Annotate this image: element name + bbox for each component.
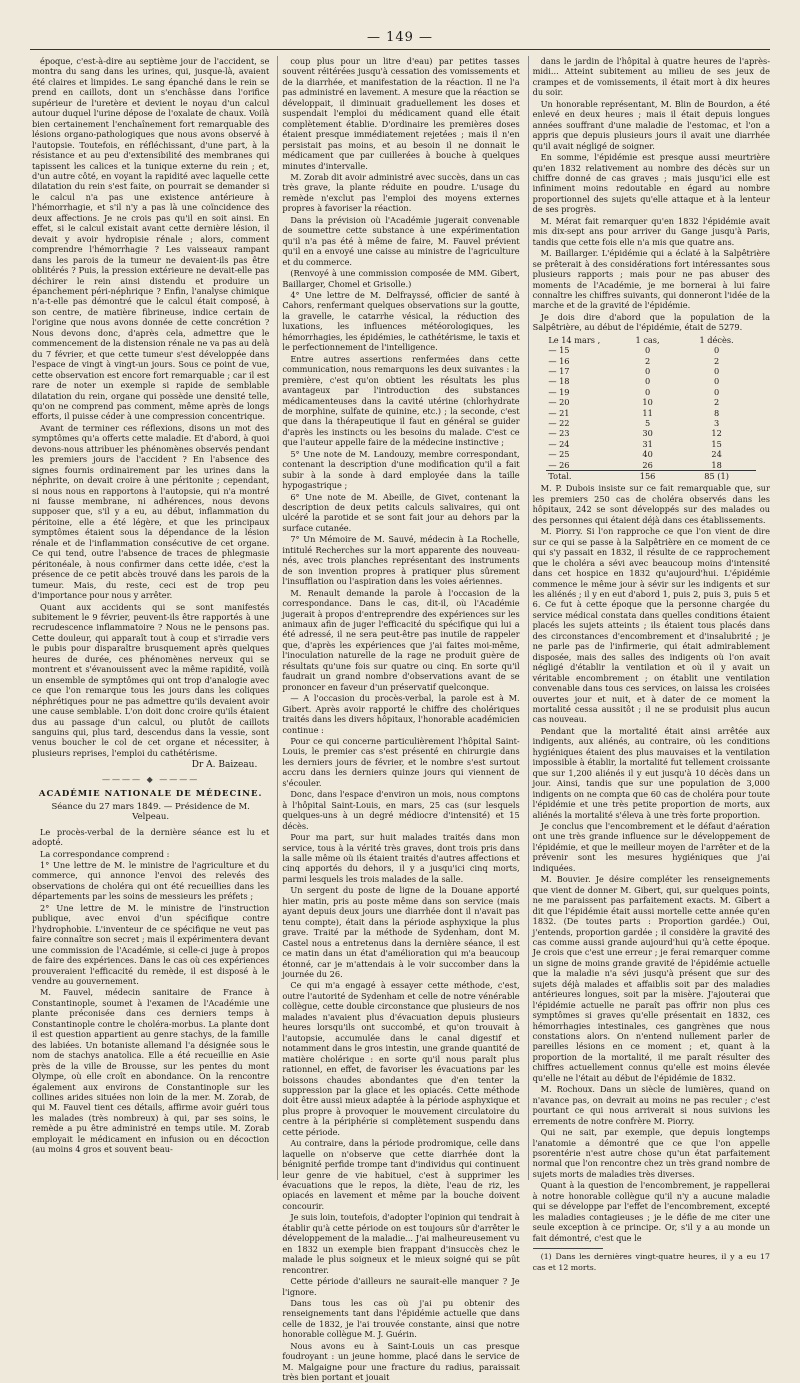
paragraph: Dans la prévision où l'Académie jugerait convenable de soumettre cette substance à une expérimentation qu'il n'a pas été à même de faire, M. Fauvel prévient qu'il en a envoyé une caisse au ministre de l'agriculture et du commerce.	[282, 214, 520, 267]
paragraph: Entre autres assertions renfermées dans cette communication, nous remarquons les deux suivantes : la première, c'est qu'on obtient les résultats les plus avantageux par l'introduction des substances médicamenteuses dans la cavité utérine (chlorhydrate de morphine, sulfate de quinine, etc.) ; la seconde, c'est que dans la thérapeutique il faut en général se guider d'après les instincts ou les besoins du malade. C'est ce que l'auteur appelle faire de la médecine instinctive ;	[282, 353, 520, 448]
table-body	[546, 345, 756, 470]
paragraph: (Renvoyé à une commission composée de MM. Gibert, Baillarger, Chomel et Grisolle.)	[282, 268, 520, 289]
table-total-row	[546, 471, 756, 482]
paragraph: M. Baillarger. L'épidémie qui a éclaté à la Salpêtrière se prêterait à des considérations fort intéressantes sous plusieurs rapports ; mais pour ne pas abuser des moments de l'Académie, je me bornerai à lui faire connaître les chiffres suivants, qui donneront l'idée de la marche et de la gravité de l'épidémie.	[532, 248, 770, 311]
table-cell: 0	[713, 366, 720, 376]
table-cell: 24	[711, 449, 722, 460]
paragraph: Quant à la question de l'encombrement, je rappellerai à notre honorable collègue qu'il n'y a aucune maladie qui se développe par l'effet de l'encombrement, excepté les maladies contagieuses ; je le défie de me citer une seule exception à ce principe. Or, s'il y a au monde un fait démontré, c'est que le	[532, 1180, 770, 1243]
paragraph: M. P. Dubois insiste sur ce fait remarquable que, sur les premiers 250 cas de choléra observés dans les hôpitaux, 242 se sont développés sur des malades ou des personnes qui étaient déjà dans ces établissements.	[532, 483, 770, 525]
table-cell: — 21	[548, 407, 570, 418]
table-cell: 12	[711, 428, 722, 439]
paragraph: Avant de terminer ces réflexions, disons un mot des symptômes qu'a offerts cette maladie. Et d'abord, à quoi devons-nous attribuer les phénomènes observés pendant les premiers jours de l'accident ? En l'absence des signes fournis ordinairement par les urines dans la néphrite, on devait croire à une péritonite ; cependant, si nous nous en rapportons à l'autopsie, qui n'a montré ni fausse membrane, ni adhérences, nous devons supposer que, s'il y a eu, au début, inflammation du péritoine, elle a été légère, et que les principaux symptômes étaient sous la dépendance de la lésion rénale et de l'inflammation consécutive de cet organe. Ce qui tend, outre l'absence de traces de phlegmasie péritonéale, à nous confirmer dans cette idée, c'est la présence de ce petit abcès trouvé dans les parois de la tumeur. Mais, du reste, ceci est de trop peu d'importance pour nous y arrêter.	[32, 422, 270, 601]
table-cell: — 25	[548, 449, 570, 460]
table-total-cell: 156	[618, 471, 677, 482]
paragraph: Dans tous les cas où j'ai pu obtenir des renseignements tant dans l'épidémie actuelle que dans celle de 1832, je l'ai trouvée constante, ainsi que notre honorable collègue M. J. Guérin.	[282, 1298, 520, 1340]
table-cell: 40	[642, 449, 653, 460]
paragraph: Un honorable représentant, M. Blin de Bourdon, a été enlevé en deux heures ; mais il était depuis longues années souffrant d'une maladie de l'estomac, et l'on a appris que depuis plusieurs jours il avait une diarrhée qu'il avait négligé de soigner.	[532, 98, 770, 151]
paragraph: époque, c'est-à-dire au septième jour de l'accident, se montra du sang dans les urines, qui, jusque-là, avaient été claires et limpides. Le sang épanché dans le rein se prend en caillots, dont un s'enchâsse dans l'orifice supérieur de l'uretère et devient le noyau d'un calcul autour duquel l'urine dépose de l'oxalate de chaux. Voilà bien certainement l'enchaînement fort remarquable des lésions organo-pathologiques que nous avons observé à l'autopsie. Toutefois, en réfléchissant, d'une part, à la résistance et au peu d'extensibilité des membranes qui tapissent les calices et la tunique externe du rein ; et, d'un autre côté, en voyant la rapidité avec laquelle cette dilatation du rein s'est faite, on pourrait se demander si le calcul n'a pas une existence antérieure à l'hémorrhagie, et s'il n'y a pas là une coïncidence des deux affections. Je ne crois pas qu'il en soit ainsi. En effet, si le calcul existait avant cette dernière lésion, il devait y avoir hydropisie rénale ; alors, comment comprendre l'hémorrhagie ? Les vaisseaux rampant dans les parois de la tumeur ne devaient-ils pas être oblitérés ? Puis, la pression extérieure ne devait-elle pas déchirer le rein ainsi distendu et produire un épanchement péri-néphrique ? Enfin, l'analyse chimique n'a-t-elle pas démontré que le calcul était composé, à son centre, de matière fibrineuse, indice certain de l'origine que nous avons donnée de cette concrétion ? Nous devons donc, d'après cela, admettre que le commencement de la distension rénale ne va pas au delà du 7 février, et que cette tumeur s'est développée dans l'espace de vingt à vingt-un jours. Sous ce point de vue, cette observation est encore fort remarquable ; car il est rare de noter un exemple si rapide de semblable dilatation du rein, organe qui possède une densité telle, qu'on ne comprend pas comment, même après de longs efforts, il puisse céder à une compression concentrique.	[32, 56, 270, 422]
paragraph: Un sergent du poste de ligne de la Douane apporté hier matin, pris au poste même dans son service (mais ayant depuis deux jours une diarrhée dont il n'avait pas tenu compte), était dans la période asphyxique la plus grave. Traité par la méthode de Sydenham, dont M. Castel nous a entretenus dans la dernière séance, il est ce matin dans un état d'amélioration qui m'a beaucoup étonné, car je m'attendais à le voir succomber dans la journée du 26.	[282, 885, 520, 979]
paragraph: 6° Une note de M. Abeille, de Givet, contenant la description de deux petits calculs salivaires, qui ont ulcéré la parotide et se sont fait jour au dehors par la surface cutanée.	[282, 491, 520, 533]
table-row	[546, 418, 756, 428]
table-cell: — 26	[548, 459, 570, 470]
table-cell: 8	[713, 407, 720, 418]
paragraph: 2° Une lettre de M. le ministre de l'instruction publique, avec envoi d'un spécifique contre l'hydrophobie. L'inventeur de ce spécifique ne veut pas faire connaître son secret ; mais il expérimentera devant une commission de l'Académie, si celle-ci juge à propos de faire des expériences. Dans le cas où ces expériences prouveraient l'efficacité du remède, il est disposé à le vendre au gouvernement.	[32, 902, 270, 986]
paragraph: M. Bouvier. Je désire compléter les renseignements que vient de donner M. Gibert, qui, sur quelques points, ne me paraissent pas parfaitement exacts. M. Gibert a dit que l'épidémie était aussi mortelle cette année qu'en 1832. (De toutes parts : Proportion gardée.) Oui, j'entends, proportion gardée ; il considère la gravité des cas comme aussi grande aujourd'hui qu'à cette époque. Je crois que c'est une erreur ; je ferai remarquer comme un signe de moins grande gravité de l'épidémie actuelle que la maladie n'a sévi jusqu'à présent que sur des sujets déjà malades et affaiblis soit par des maladies antérieures longues, soit par la misère. J'ajouterai que l'épidémie actuelle ne paraît pas offrir non plus ces symptômes si graves qu'elle présentait en 1832, ces hémorrhagies intestinales, ces gangrènes que nous constations alors. On n'entend nullement parler de pareilles lésions en ce moment ; et, quant à la proportion de la mortalité, il me paraît résulter des chiffres actuellement connus qu'elle est moins élevée qu'elle ne l'était au début de l'épidémie de 1832.	[532, 874, 770, 1083]
paragraph: 4° Une lettre de M. Delfrayssé, officier de santé à Cahors, renfermant quelques observations sur la goutte, la gravelle, le catarrhe vésical, la réduction des luxations, les influences météorologiques, les hémorrhagies, les épidémies, le cathétérisme, le taxis et le perfectionnement de l'intelligence.	[282, 289, 520, 353]
paragraph: Cette période d'ailleurs ne saurait-elle manquer ? Je l'ignore.	[282, 1276, 520, 1297]
paragraph: La correspondance comprend :	[40, 848, 170, 859]
paragraph: 7° Un Mémoire de M. Sauvé, médecin à La Rochelle, intitulé Recherches sur la mort apparente des nouveau-nés, avec trois planches représentant des instruments de son invention propres à pratiquer plus sûrement l'insufflation ou l'aspiration dans les voies aériennes.	[282, 534, 520, 587]
table-cell: 10	[642, 397, 653, 408]
table-row	[546, 449, 756, 459]
table-cell: 0	[644, 386, 651, 397]
table-row	[546, 387, 756, 397]
header-rule	[30, 49, 770, 50]
paragraph: Au contraire, dans la période prodromique, celle dans laquelle on n'observe que cette diarrhée dont la bénignité perfide trompe tant d'individus qui continuent leur genre de vie habituel, c'est à supprimer les évacuations que le repos, la diète, l'eau de riz, les opiacés en lavement et même par la bouche doivent concourir.	[282, 1138, 520, 1211]
table-cell: 2	[644, 355, 651, 366]
paragraph: — A l'occasion du procès-verbal, la parole est à M. Gibert. Après avoir rapporté le chiffre des cholériques traités dans les divers hôpitaux, l'honorable académicien continue :	[282, 693, 520, 735]
col2-paragraphs	[282, 56, 519, 1383]
table-cell: — 24	[548, 438, 570, 449]
paragraph: Ce qui m'a engagé à essayer cette méthode, c'est, outre l'autorité de Sydenham et celle de notre vénérable collègue, cette double circonstance que plusieurs de nos malades n'avaient plus d'évacuation depuis plusieurs heures lorsqu'ils ont succombé, et qu'on trouvait à l'autopsie, accumulée dans le canal digestif et notamment dans le gros intestin, une grande quantité de matière cholérique : en sorte qu'il nous paraît plus rationnel, en effet, de favoriser les évacuations par les boissons chaudes abondantes que d'en tenter la suppression par la glace et les opiacés. Cette méthode doit être aussi mieux adaptée à la période asphyxique et plus propre à provoquer le mouvement circulatoire du centre à la périphérie si complètement suspendu dans cette période.	[282, 980, 520, 1137]
table-header-cell: 1 décès.	[699, 334, 734, 345]
table-total-cell: Total.	[546, 471, 618, 482]
table-cell: — 19	[548, 386, 570, 397]
page-number: — 149 —	[366, 30, 434, 45]
table-cell: 11	[642, 407, 653, 418]
table-cell: 0	[713, 376, 720, 387]
paragraph: Je suis loin, toutefois, d'adopter l'opinion qui tendrait à établir qu'à cette période on est toujours sûr d'arrêter le développement de la maladie... J'ai malheureusement vu en 1832 un exemple bien frappant d'insuccès chez le malade le plus soigneux et le mieux soigné qui se pût rencontrer.	[282, 1212, 520, 1275]
table-row	[546, 345, 756, 355]
table-cell: 30	[642, 428, 653, 439]
table-cell: 0	[644, 366, 651, 376]
table-cell: 18	[711, 459, 722, 470]
table-cell: 15	[711, 438, 722, 449]
table-cell: — 17	[548, 366, 570, 376]
table-cell: 0	[644, 376, 651, 387]
paragraph: M. Piorry. Si l'on rapproche ce que l'on vient de dire sur ce qui se passe à la Salpêtrière en ce moment de ce qui s'y passait en 1832, il résulte de ce rapprochement que le choléra a sévi avec beaucoup moins d'intensité dans cet hospice en 1832 qu'aujourd'hui. L'épidémie commence le même jour à sévir sur les indigents et sur les aliénés ; il y en eut d'abord 1, puis 2, puis 3, puis 5 et 6. Ce fut à cette époque que la personne chargée du service médical constata dans quelles conditions étaient placés les sujets atteints ; ils étaient tous placés dans des circonstances d'encombrement et d'insalubrité ; je ne parle pas de l'infirmerie, qui était admirablement disposée, mais des salles des indigents où l'on avait négligé d'établir la ventilation et où il y avait un véritable encombrement ; on établit une ventilation convenable dans tous ces services, on laissa les croisées ouvertes jour et nuit, et à dater de ce moment la mortalité cessa aussitôt ; il ne se produisit plus aucun cas nouveau.	[532, 526, 770, 725]
table-cell: 3	[713, 418, 720, 429]
col3-paragraphs-2	[533, 483, 770, 1243]
table-cell: — 18	[548, 376, 570, 387]
paragraph: 5° Une note de M. Landouzy, membre correspondant, contenant la description d'une modification qu'il a fait subir à la sonde à dard employée dans la taille hypogastrique ;	[282, 448, 520, 491]
section-divider: ———— ◆ ————	[102, 774, 200, 784]
table-cell: 0	[713, 345, 720, 356]
table-row	[546, 408, 756, 418]
table-cell: 26	[642, 459, 653, 470]
paragraph: Quant aux accidents qui se sont manifestés subitement le 9 février, peuvent-ils être rapportés à une recrudescence inflammatoire ? Nous ne le pensons pas. Cette douleur, qui apparaît tout à coup et s'irradie vers le pubis pour disparaître brusquement après quelques heures de durée, ces phénomènes nerveux qui se montrent et s'évanouissent avec la même rapidité, voilà un ensemble de symptômes qui ont trop d'analogie avec ce que l'on remarque tous les jours dans les coliques néphrétiques pour ne pas admettre qu'ils devaient avoir une cause semblable. L'on doit donc croire qu'ils étaient dus au passage d'un calcul, ou plutôt de caillots sanguins qui, plus tard, descendus dans la vessie, sont venus boucher le col de cet organe et nécessiter, à plusieurs reprises, l'emploi du cathétérisme.	[32, 601, 270, 758]
table-row	[546, 439, 756, 449]
table-header-cell: Le 14 mars ,	[548, 334, 601, 345]
paragraph: M. Renault demande la parole à l'occasion de la correspondance. Dans le cas, dit-il, où l'Académie jugerait à propos d'entreprendre des expériences sur les animaux afin de juger l'efficacité du spécifique qui lui a été adressé, il ne sera peut-être pas inutile de rappeler que, d'après les expériences que j'ai faites moi-même, l'inoculation naturelle de la rage ne produit guère de résultats qu'une fois sur quatre ou cinq. En sorte qu'il faudrait un grand nombre d'observations avant de se prononcer en faveur d'un préservatif quelconque.	[282, 587, 520, 692]
table-cell: — 15	[548, 345, 570, 356]
paragraph: dans le jardin de l'hôpital à quatre heures de l'après-midi... Atteint subitement au milieu de ses jeux de crampes et de vomissements, il était mort à dix heures du soir.	[532, 56, 770, 98]
table-cell: 0	[644, 345, 651, 356]
table-header-row	[546, 335, 756, 345]
table-row	[546, 376, 756, 386]
table-row	[546, 397, 756, 407]
session-header: Séance du 27 mars 1849. — Présidence de M. Velpeau.	[51, 801, 250, 823]
column-2	[277, 56, 520, 1383]
cholera-cases-table	[546, 335, 756, 482]
paragraph: Pour ce qui concerne particulièrement l'hôpital Saint-Louis, le premier cas s'est présenté en chirurgie dans les derniers jours de février, et le nombre s'est surtout accru dans les derniers quinze jours qui viennent de s'écouler.	[282, 736, 520, 788]
table-total-cell: 85 (1)	[677, 471, 756, 482]
paragraph: Pendant que la mortalité était ainsi arrêtée aux indigents, aux aliénés, au contraire, où les conditions hygiéniques étaient des plus mauvaises et la ventilation impossible à établir, la mortalité fut tellement croissante que sur 1,200 aliénés il y eut jusqu'à 10 décès dans un jour. Ainsi, tandis que sur une population de 3,000 indigents on ne compta que 60 cas de choléra pour toute l'épidémie et une très petite proportion de morts, aux aliénés la mortalité s'éleva à une très forte proportion.	[532, 725, 770, 820]
table-cell: 2	[713, 355, 720, 366]
table-cell: 5	[644, 418, 651, 429]
author-signature: Dr A. Baizeau.	[191, 760, 258, 771]
paragraph: coup plus pour un litre d'eau) par petites tasses souvent réitérées jusqu'à cessation des vomissements et de la diarrhée, et manifestation de la réaction. Il ne l'a pas administré en lavement. A mesure que la réaction se développait, il diminuait graduellement les doses et suspendait l'emploi du médicament quand elle était complètement établie. D'ordinaire les premières doses étaient presque immédiatement rejetées ; mais il n'en persistait pas moins, et au besoin il ne donnait le médicament que par cuillerées à bouche à quelques minutes d'intervalle.	[282, 56, 520, 171]
table-row	[546, 356, 756, 366]
paragraph: M. Zorab dit avoir administré avec succès, dans un cas très grave, la plante réduite en poudre. L'usage du remède n'exclut pas l'emploi des moyens externes propres à favoriser la réaction.	[282, 171, 520, 214]
table-row	[546, 366, 756, 376]
column-1	[32, 56, 269, 1180]
paragraph: Je dois dire d'abord que la population de la Salpêtrière, au début de l'épidémie, était de 5279.	[532, 311, 770, 333]
paragraph: 1° Une lettre de M. le ministre de l'agriculture et du commerce, qui annonce l'envoi des relevés des observations de choléra qui ont été recueillies dans les départements par les soins de messieurs les préfets ;	[32, 859, 270, 902]
footnote: (1) Dans les dernières vingt-quatre heures, il y a eu 17 cas et 12 morts.	[532, 1252, 770, 1272]
paragraph: Qui ne sait, par exemple, que depuis longtemps l'anatomie a démontré que ce que l'on appelle psorentérie n'est autre chose qu'un état parfaitement normal que l'on rencontre chez un très grand nombre de sujets morts de maladies très diverses.	[532, 1127, 770, 1179]
table-cell: — 16	[548, 355, 570, 366]
paragraph: Le procès-verbal de la dernière séance est lu et adopté.	[32, 826, 270, 848]
columns	[32, 56, 770, 1383]
paragraph: M. Mérat fait remarquer qu'en 1832 l'épidémie avait mis dix-sept ans pour arriver du Gange jusqu'à Paris, tandis que cette fois elle n'a mis que quatre ans.	[532, 215, 770, 247]
paragraph: En somme, l'épidémie est presque aussi meurtrière qu'en 1832 relativement au nombre des décès sur un chiffre donné de cas graves ; mais jusqu'ici elle est infiniment moins redoutable en égard au nombre proportionnel des sujets qu'elle attaque et à la lenteur de ses progrès.	[532, 152, 770, 215]
table-row	[546, 428, 756, 438]
table-row	[546, 460, 756, 471]
table-cell: — 22	[548, 418, 570, 429]
paragraph: Pour ma part, sur huit malades traités dans mon service, tous à la vérité très graves, dont trois pris dans la salle même où ils étaient traités d'autres affections et cinq apportés du dehors, il y a jusqu'ici cinq morts, parmi lesquels les trois malades de la salle.	[282, 832, 520, 884]
paragraph: Je conclus que l'encombrement et le défaut d'aération ont une très grande influence sur le développement de l'épidémie, et que le meilleur moyen de l'arrêter et de la prévenir sont les mesures hygiéniques que j'ai indiquées.	[532, 820, 770, 873]
paragraph: M. Rochoux. Dans un siècle de lumières, quand on n'avance pas, on devrait au moins ne pas reculer ; c'est pourtant ce qui nous arriverait si nous suivions les errements de notre confrère M. Piorry.	[532, 1084, 770, 1126]
table-cell: — 20	[548, 397, 570, 408]
col1-paragraphs-2	[32, 827, 269, 1155]
paragraph: M. Fauvel, médecin sanitaire de France à Constantinople, soumet à l'examen de l'Académie une plante préconisée dans ces derniers temps à Constantinople contre le choléra-morbus. La plante dont il est question appartient au genre stachys, de la famille des labiées. Un botaniste allemand l'a désignée sous le nom de stachys anatolica. Elle a été recueillie en Asie près de la ville de Brousse, sur les pentes du mont Olympe, où elle croît en abondance. On la rencontre également aux environs de Constantinople sur les collines arides situées non loin de la mer. M. Zorab, de qui M. Fauvel tient ces détails, affirme avoir guéri tous les malades (très nombreux) à qui, par ses soins, le remède a pu être administré en temps utile. M. Zorab employait le médicament en infusion ou en décoction (au moins 4 gros et souvent beau-	[32, 987, 270, 1155]
table-header-cell: 1 cas,	[635, 334, 660, 345]
section-title: ACADÉMIE NATIONALE DE MÉDECINE.	[38, 789, 263, 800]
column-3	[528, 56, 770, 1272]
col3-paragraphs	[533, 56, 770, 333]
paragraph: Donc, dans l'espace d'environ un mois, nous comptons à l'hôpital Saint-Louis, en mars, 25 cas (sur lesquels quelques-uns à un degré médiocre d'intensité) et 15 décès.	[282, 789, 520, 831]
table-cell: 31	[642, 438, 653, 449]
footnote-rule	[533, 1248, 603, 1249]
table-cell: 0	[713, 386, 720, 397]
paragraph: Nous avons eu à Saint-Louis un cas presque foudroyant : un jeune homme, placé dans le service de M. Malgaigne pour une fracture du radius, paraissait très bien portant et jouait	[282, 1340, 520, 1383]
col1-paragraphs	[32, 56, 269, 758]
table-cell: — 23	[548, 428, 570, 439]
table-cell: 2	[713, 397, 720, 408]
